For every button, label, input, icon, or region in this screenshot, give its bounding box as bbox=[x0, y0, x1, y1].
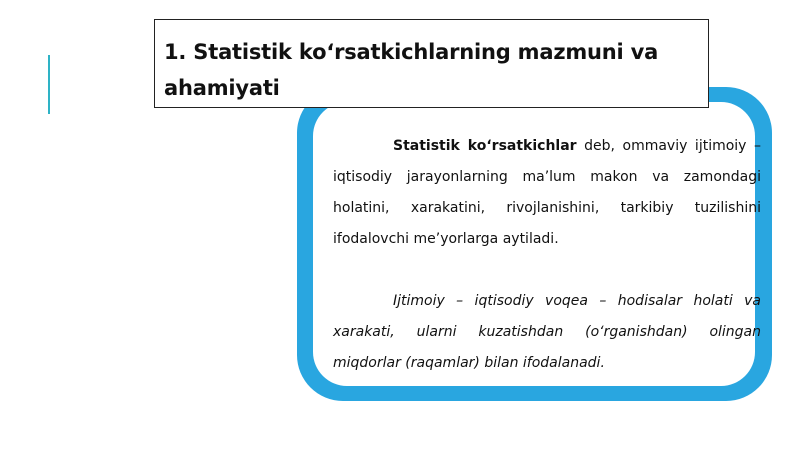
accent-bar bbox=[48, 55, 50, 114]
paragraph-gap bbox=[333, 255, 761, 286]
definition-term: Statistik ko‘rsatkichlar bbox=[393, 138, 577, 154]
slide-title: 1. Statistik ko‘rsatkichlarning mazmuni va ahamiyati bbox=[164, 40, 659, 100]
definition-paragraph bbox=[333, 131, 761, 255]
definition-text: deb, ommaviy ijtimoiy – iqtisodiy jarayonlarning ma’lum makon va zamondagi holatini, xarakatini, rivojlanishini, tarkibiy tuzilishini ifodalovchi me’yorlarga aytiladi. bbox=[333, 138, 761, 247]
card-content bbox=[333, 131, 761, 379]
title-box bbox=[154, 19, 709, 108]
explanation-paragraph: Ijtimoiy – iqtisodiy voqea – hodisalar holati va xarakati, ularni kuzatishdan (o‘rganishdan) olingan miqdorlar (raqamlar) bilan ifodalanadi. bbox=[333, 293, 761, 371]
